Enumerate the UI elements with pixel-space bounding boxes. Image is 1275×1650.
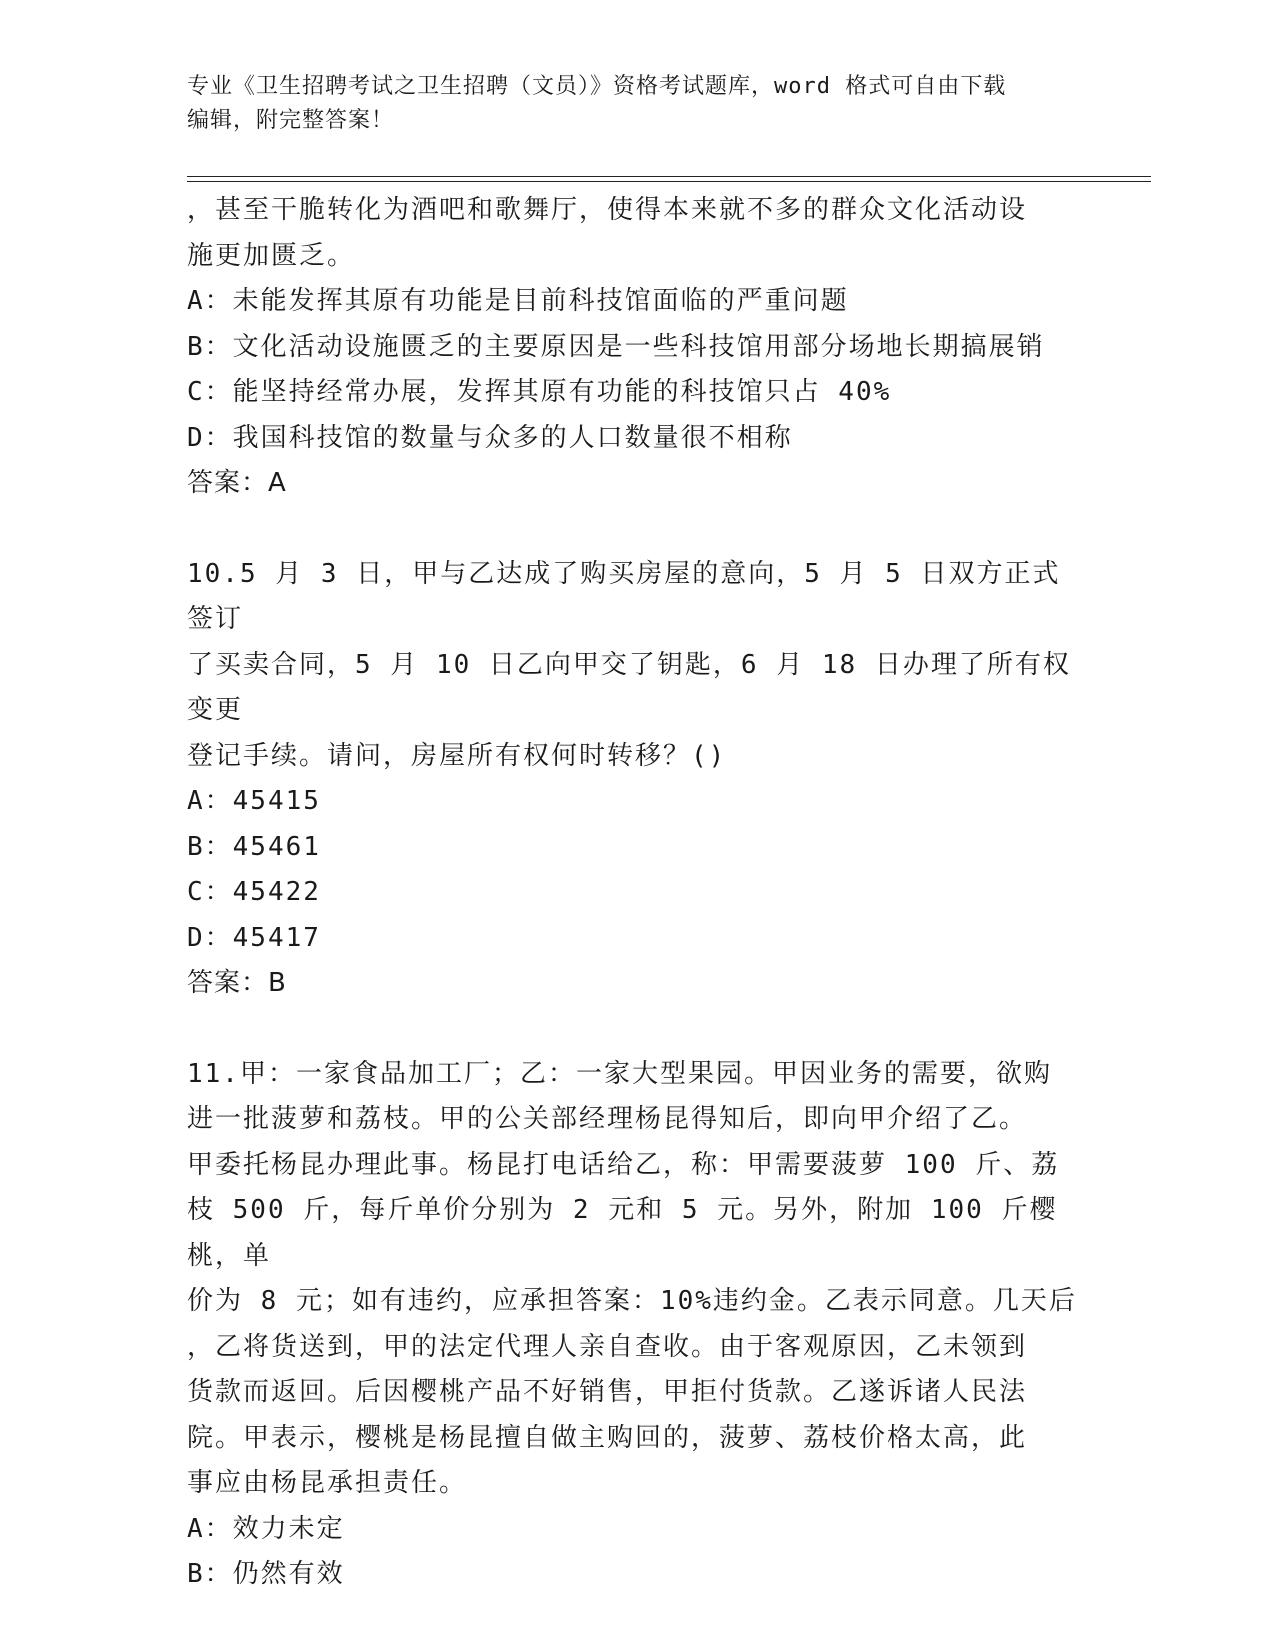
option-d: D：我国科技馆的数量与众多的人口数量很不相称	[187, 422, 793, 453]
option-c: C：45422	[187, 877, 321, 907]
option-a: A：45415	[187, 786, 321, 816]
question-9	[187, 188, 1087, 507]
page-header	[187, 70, 1087, 138]
header-divider-top	[187, 176, 1151, 177]
question-text-line: 施更加匮乏。	[187, 240, 356, 271]
question-spacer	[187, 507, 1087, 552]
question-text-line: 10.5 月 3 日，甲与乙达成了购买房屋的意向，5 月 5 日双方正式签订	[187, 558, 1061, 634]
question-text-line: ，乙将货送到，甲的法定代理人亲自查收。由于客观原因，乙未领到	[187, 1331, 1028, 1362]
option-a: A：未能发挥其原有功能是目前科技馆面临的严重问题	[187, 286, 849, 316]
question-text-line: 枝 500 斤，每斤单价分别为 2 元和 5 元。另外，附加 100 斤樱桃，单	[187, 1195, 1058, 1271]
question-text-line: 登记手续。请问，房屋所有权何时转移？()	[187, 740, 727, 771]
question-text-line: 货款而返回。后因樱桃产品不好销售，甲拒付货款。乙遂诉诸人民法	[187, 1377, 1028, 1407]
question-11	[187, 1052, 1087, 1598]
question-10	[187, 552, 1087, 1007]
header-divider-bottom	[187, 181, 1151, 182]
answer-label: 答案：A	[187, 468, 287, 498]
question-text-line: 价为 8 元；如有违约，应承担答案：10%违约金。乙表示同意。几天后	[187, 1286, 1077, 1316]
option-b: B：文化活动设施匮乏的主要原因是一些科技馆用部分场地长期搞展销	[187, 331, 1045, 362]
option-d: D：45417	[187, 922, 321, 953]
option-c: C：能坚持经常办展，发挥其原有功能的科技馆只占 40%	[187, 377, 892, 407]
question-text-line: 进一批菠萝和荔枝。甲的公关部经理杨昆得知后，即向甲介绍了乙。	[187, 1104, 1028, 1134]
header-line-1: 专业《卫生招聘考试之卫生招聘（文员）》资格考试题库，word 格式可自由下载	[187, 74, 1007, 99]
question-text-line: 事应由杨昆承担责任。	[187, 1468, 468, 1498]
question-text-line: 了买卖合同，5 月 10 日乙向甲交了钥匙，6 月 18 日办理了所有权变更	[187, 649, 1071, 725]
header-line-2: 编辑，附完整答案！	[187, 108, 395, 133]
question-text-line: 院。甲表示，樱桃是杨昆擅自做主购回的，菠萝、荔枝价格太高，此	[187, 1422, 1028, 1453]
question-text-line: ，甚至干脆转化为酒吧和歌舞厅，使得本来就不多的群众文化活动设	[187, 195, 1028, 225]
option-b: B：45461	[187, 831, 321, 862]
option-b: B：仍然有效	[187, 1559, 345, 1589]
answer-label: 答案：B	[187, 968, 287, 998]
question-text-line: 甲委托杨昆办理此事。杨昆打电话给乙，称：甲需要菠萝 100 斤、荔	[187, 1149, 1060, 1180]
question-content	[187, 188, 1087, 1598]
option-a: A：效力未定	[187, 1513, 345, 1544]
question-text-line: 11.甲：一家食品加工厂；乙：一家大型果园。甲因业务的需要，欲购	[187, 1058, 1052, 1089]
question-spacer	[187, 1007, 1087, 1052]
